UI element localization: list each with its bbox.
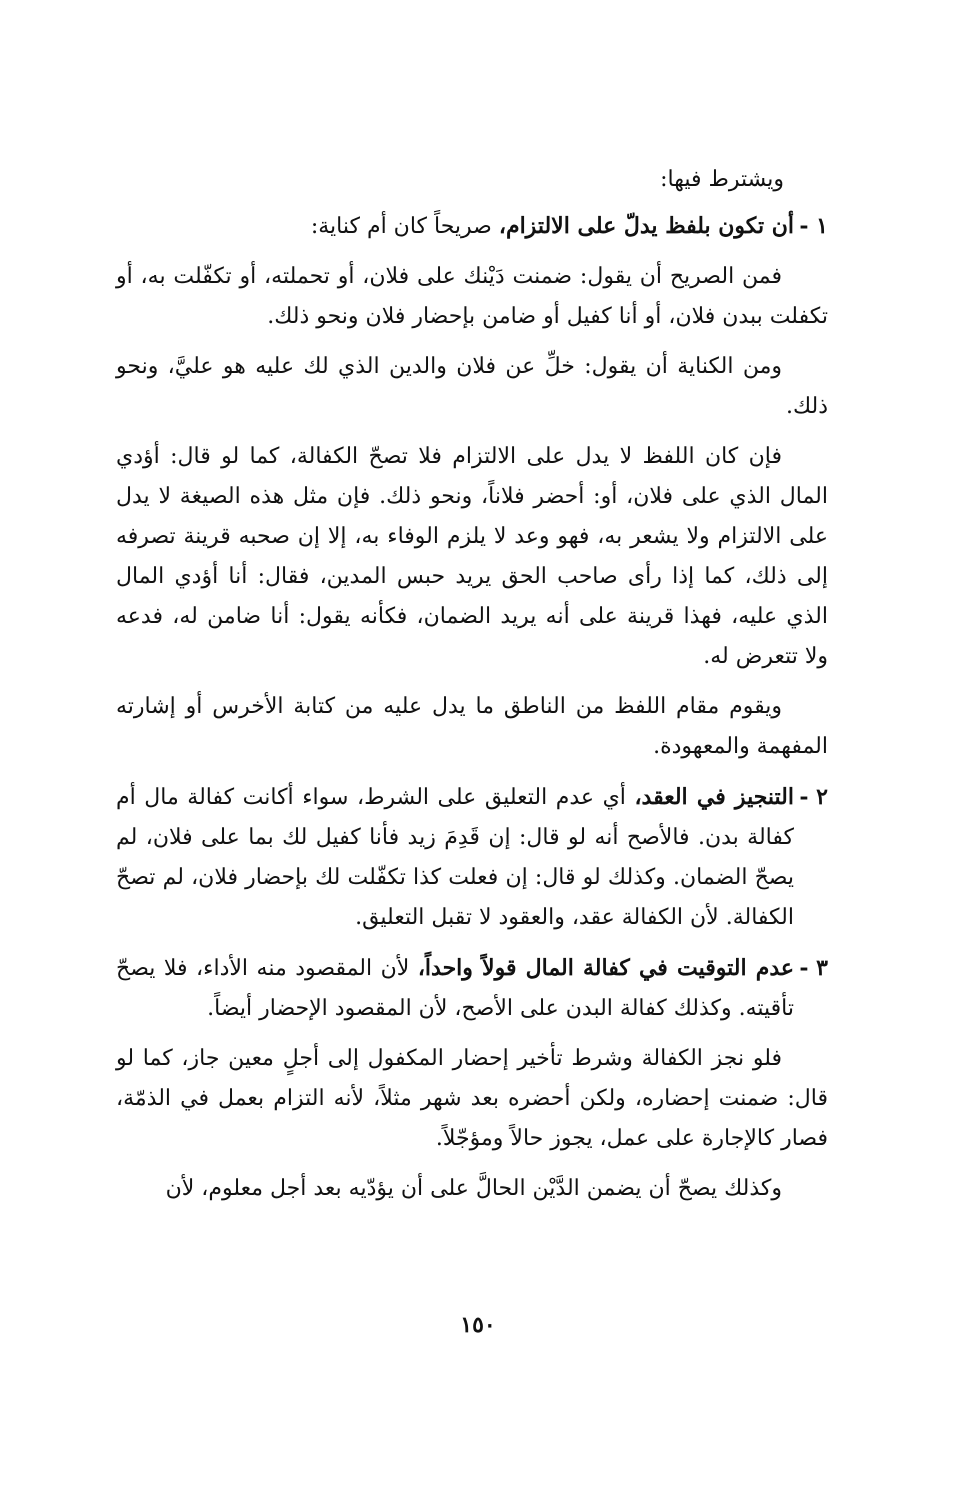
condition-1 xyxy=(116,206,828,247)
condition-2-heading: التنجيز في العقد، xyxy=(634,784,795,810)
condition-3 xyxy=(116,948,828,1029)
page-number: ١٥٠ xyxy=(460,1312,496,1338)
condition-2-number: ٢ - xyxy=(799,784,828,810)
paragraph-implicit-form: ومن الكناية أن يقول: خلِّ عن فلان والدين الذي لك عليه هو عليَّ، ونحو ذلك. xyxy=(116,354,828,419)
intro-line: ويشترط فيها: xyxy=(660,167,784,192)
paragraph-mute-person: ويقوم مقام اللفظ من الناطق ما يدل عليه من كتابة الأخرس أو إشارته المفهمة والمعهودة. xyxy=(116,694,828,759)
condition-1-text: صريحاً كان أم كناية: xyxy=(310,214,499,239)
condition-1-heading: أن تكون بلفظ يدلّ على الالتزام، xyxy=(498,213,794,239)
condition-2-text: أي عدم التعليق على الشرط، سواء أكانت كفالة مال أم كفالة بدن. فالأصح أنه لو قال: إن قَدِمَ زيد فأنا كفيل لك بما على فلان، لم يصحّ الضمان. وكذلك لو قال: إن فعلت كذا تكفّلت لك بإحضار فلان، لم تصحّ الكفالة. لأن الكفالة عقد، والعقود لا تقبل التعليق. xyxy=(116,785,794,930)
paragraph-deferred-debt: وكذلك يصحّ أن يضمن الدَّيْن الحالَّ على أن يؤدّيه بعد أجل معلوم، لأن xyxy=(165,1176,782,1201)
paragraph-explicit-form: فمن الصريح أن يقول: ضمنت دَيْنك على فلان، أو تحملته، أو تكفّلت به، أو تكفلت ببدن فلان، أو أنا كفيل أو ضامن بإحضار فلان ونحو ذلك. xyxy=(116,264,828,329)
condition-3-number: ٣ - xyxy=(799,955,828,981)
condition-1-number: ١ - xyxy=(799,213,828,239)
paragraph-non-binding-wording: فإن كان اللفظ لا يدل على الالتزام فلا تصحّ الكفالة، كما لو قال: أؤدي المال الذي على فلان، أو: أحضر فلاناً، ونحو ذلك. فإن مثل هذه الصيغة لا يدل على الالتزام ولا يشعر به، فهو وعد لا يلزم الوفاء به، إلا إن صحبه قرينة تصرفه إلى ذلك، كما إذا رأى صاحب الحق يريد حبس المدين، فقال: أنا أؤدي المال الذي عليه، فهذا قرينة على أنه يريد الضمان، فكأنه يقول: أنا ضامن له، فدعه ولا تتعرض له. xyxy=(116,444,828,669)
condition-3-heading: عدم التوقيت في كفالة المال قولاً واحداً، xyxy=(417,955,795,981)
condition-3-text: لأن المقصود منه الأداء، فلا يصحّ تأقيته. وكذلك كفالة البدن على الأصح، لأن المقصود الإحضار أيضاً. xyxy=(116,956,794,1021)
paragraph-deferred-presence: فلو نجز الكفالة وشرط تأخير إحضار المكفول إلى أجلٍ معين جاز، كما لو قال: ضمنت إحضاره، ولكن أحضره بعد شهر مثلاً، لأنه التزام بعمل في الذمّة، فصار كالإجارة على عمل، يجوز حالاً ومؤجّلاً. xyxy=(116,1046,828,1151)
condition-2 xyxy=(116,777,828,938)
page-body xyxy=(116,160,828,1219)
